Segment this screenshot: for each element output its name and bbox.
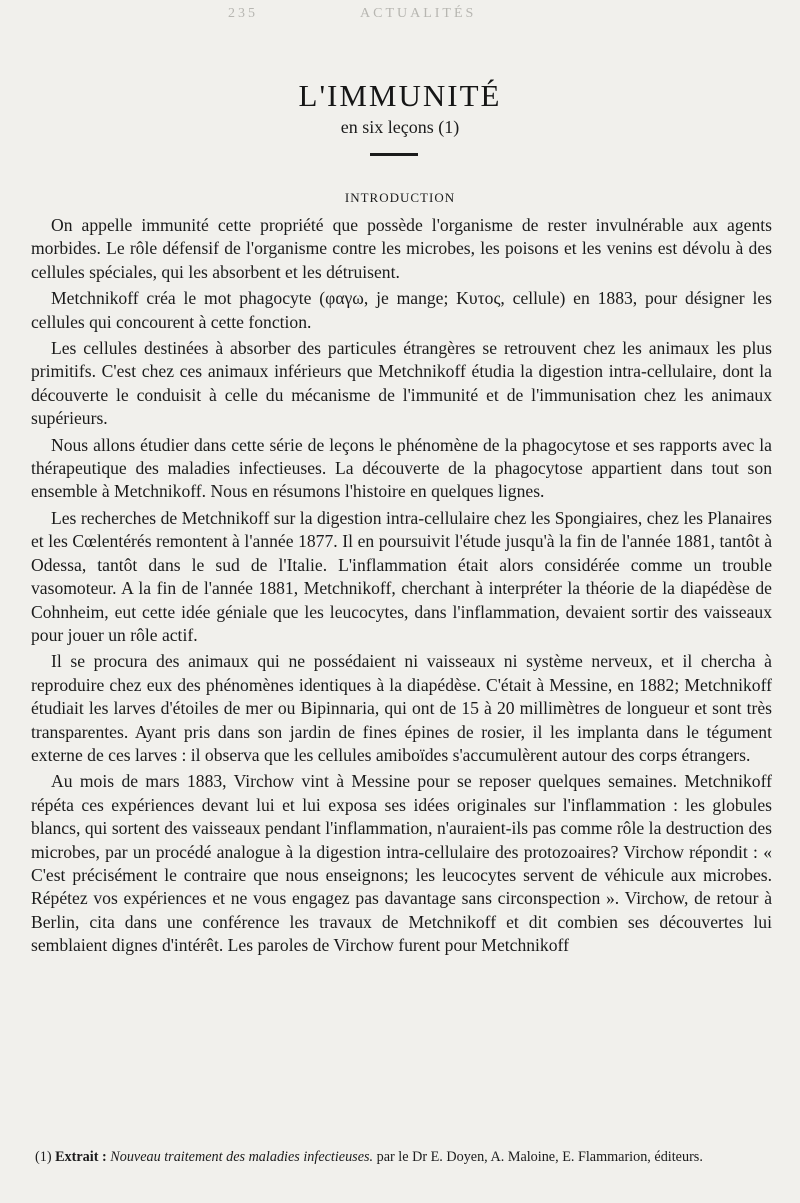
paragraph: Les cellules destinées à absorber des particules étrangères se retrouvent chez les animaux les plus primitifs. C'est chez ces animaux inférieurs que Metchnikoff étudia la digestion intra-cellulaire, dont la découverte le conduisit à celle du mécanisme de l'immunité et de l'immunisation chez les animaux supérieurs. [31,338,772,429]
footnote [31,1148,772,1167]
paragraph: Nous allons étudier dans cette série de leçons le phénomène de la phagocytose et ses rapports avec la thérapeutique des maladies infectieuses. La découverte de la phagocytose appartient dans tout son ensemble à Metchnikoff. Nous en résumons l'histoire en quelques lignes. [31,434,772,502]
footnote-work-title: Nouveau traitement des maladies infectieuses. [110,1149,374,1165]
section-heading: INTRODUCTION [344,190,456,205]
paragraph: Les recherches de Metchnikoff sur la digestion intra-cellulaire chez les Spongiaires, chez les Planaires et les Cœlentérés remontent à l'année 1877. Il en poursuivit l'étude jusqu'à la fin de l'année 1881, tantôt à Odessa, tantôt dans le sud de l'Italie. L'inflammation était alors considérée comme un trouble vasomoteur. A la fin de l'année 1881, Metchnikoff, cherchant à interpréter la théorie de la diapédèse de Cohnheim, eut cette idée géniale que les leucocytes, dans l'inflammation, devaient sortir des vaisseaux pour jouer un rôle actif. [31,507,772,645]
footnote-publisher: par le Dr E. Doyen, A. Maloine, E. Flammarion, éditeurs. [376,1149,703,1165]
page-header-bleed [0,6,800,26]
footnote-number: (1) [35,1149,52,1165]
page-number: 235 [228,6,258,21]
running-head: ACTUALITÉS [360,6,477,21]
title-rule [370,153,418,156]
paragraph: On appelle immunité cette propriété que possède l'organisme de rester invulnérable aux agents morbides. Le rôle défensif de l'organisme contre les microbes, les poisons et les venins est dévolu à des cellules spéciales, qui les absorbent et les détruisent. [31,215,772,282]
article-title: L'IMMUNITÉ [298,78,502,113]
paragraph: Au mois de mars 1883, Virchow vint à Messine pour se reposer quelques semaines. Metchnikoff répéta ces expériences devant lui et lui exposa ses idées originales sur l'inflammation : les globules blancs, qui sortent des vaisseaux pendant l'inflammation, n'auraient-ils pas comme rôle la destruction des microbes, par un procédé analogue à la digestion intra-cellulaire des protozoaires? Virchow répondit : « C'est précisément le contraire que nous enseignons; les leucocytes servent de véhicule aux microbes. Répétez vos expériences et ne vous engagez pas davantage sans circonspection ». Virchow, de retour à Berlin, cita dans une conférence les travaux de Metchnikoff et dit combien ses découvertes lui semblaient dignes d'intérêt. Les paroles de Virchow furent pour Metchnikoff [31,771,772,956]
article-subtitle: en six leçons (1) [340,117,460,137]
article-body [31,214,772,961]
paragraph: Il se procura des animaux qui ne possédaient ni vaisseaux ni système nerveux, et il chercha à reproduire chez eux des phénomènes identiques à la diapédèse. C'était à Messine, en 1882; Metchnikoff étudiait les larves d'étoiles de mer ou Bipinnaria, qui ont de 15 à 20 millimètres de longueur et sont très transparentes. Ayant pris dans son jardin de fines épines de rosier, il les implanta dans le tégument externe de ces larves : il observa que les cellules amiboïdes s'accumulèrent autour des corps étrangers. [31,651,772,765]
footnote-label: Extrait : [55,1149,107,1165]
paragraph: Metchnikoff créa le mot phagocyte (φαγω, je mange; Κυτος, cellule) en 1883, pour désigner les cellules qui concourent à cette fonction. [31,288,772,332]
